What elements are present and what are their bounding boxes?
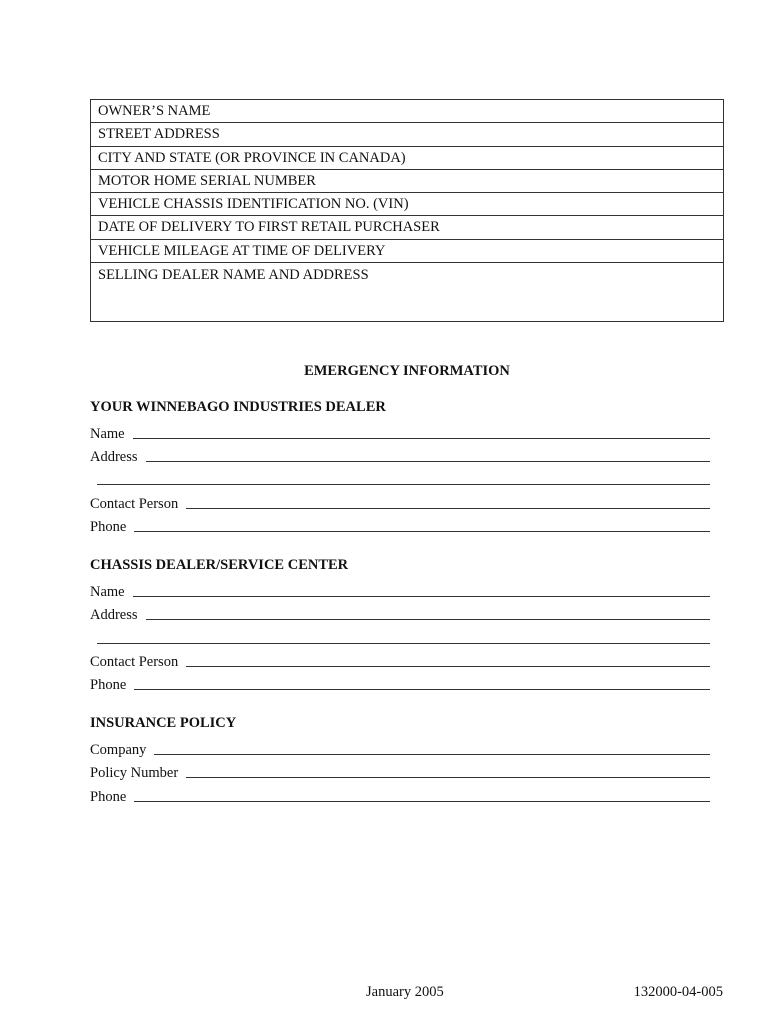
dealer-contact-label: Contact Person: [90, 496, 179, 512]
chassis-address-line-2[interactable]: [97, 643, 710, 644]
dealer-name-line[interactable]: [133, 438, 710, 439]
chassis-phone-field[interactable]: [90, 673, 710, 693]
dealer-phone-label: Phone: [90, 519, 127, 535]
street-address-row[interactable]: STREET ADDRESS: [91, 123, 723, 146]
insurance-company-line[interactable]: [154, 754, 710, 755]
insurance-phone-line[interactable]: [134, 801, 710, 802]
dealer-name-label: Name: [90, 426, 125, 442]
policy-number-line[interactable]: [186, 777, 710, 778]
chassis-address-continuation[interactable]: [97, 627, 710, 647]
serial-number-row[interactable]: MOTOR HOME SERIAL NUMBER: [91, 170, 723, 193]
insurance-phone-label: Phone: [90, 789, 127, 805]
chassis-contact-line[interactable]: [186, 666, 710, 667]
delivery-date-row[interactable]: DATE OF DELIVERY TO FIRST RETAIL PURCHASER: [91, 216, 723, 239]
insurance-company-field[interactable]: [90, 738, 710, 758]
owner-name-row[interactable]: OWNER’S NAME: [91, 100, 723, 123]
dealer-phone-line[interactable]: [134, 531, 710, 532]
insurance-company-label: Company: [90, 742, 147, 758]
chassis-contact-label: Contact Person: [90, 654, 179, 670]
emergency-info-heading: EMERGENCY INFORMATION: [304, 363, 510, 379]
chassis-phone-line[interactable]: [134, 689, 710, 690]
chassis-address-label: Address: [90, 607, 138, 623]
chassis-name-label: Name: [90, 584, 125, 600]
dealer-address-label: Address: [90, 449, 138, 465]
selling-dealer-row[interactable]: SELLING DEALER NAME AND ADDRESS: [98, 267, 369, 284]
footer-date: January 2005: [366, 984, 444, 1000]
chassis-name-field[interactable]: [90, 580, 710, 600]
dealer-address-line-2[interactable]: [97, 484, 710, 485]
insurance-section-heading: INSURANCE POLICY: [90, 715, 237, 731]
dealer-phone-field[interactable]: [90, 515, 710, 535]
chassis-address-field[interactable]: [90, 603, 710, 623]
dealer-name-field[interactable]: [90, 422, 710, 442]
dealer-address-line[interactable]: [146, 461, 710, 462]
chassis-contact-field[interactable]: [90, 650, 710, 670]
city-state-row[interactable]: CITY AND STATE (OR PROVINCE IN CANADA): [91, 147, 723, 170]
dealer-contact-field[interactable]: [90, 492, 710, 512]
dealer-contact-line[interactable]: [186, 508, 710, 509]
dealer-section-heading: YOUR WINNEBAGO INDUSTRIES DEALER: [90, 399, 386, 415]
vin-row[interactable]: VEHICLE CHASSIS IDENTIFICATION NO. (VIN): [91, 193, 723, 216]
mileage-row[interactable]: VEHICLE MILEAGE AT TIME OF DELIVERY: [91, 240, 723, 263]
dealer-address-field[interactable]: [90, 445, 710, 465]
policy-number-label: Policy Number: [90, 765, 179, 781]
footer-document-code: 132000-04-005: [633, 984, 723, 1000]
policy-number-field[interactable]: [90, 761, 710, 781]
owner-info-table: [90, 99, 724, 322]
chassis-phone-label: Phone: [90, 677, 127, 693]
insurance-phone-field[interactable]: [90, 785, 710, 805]
chassis-section-heading: CHASSIS DEALER/SERVICE CENTER: [90, 557, 349, 573]
chassis-name-line[interactable]: [133, 596, 710, 597]
chassis-address-line[interactable]: [146, 619, 710, 620]
dealer-address-continuation[interactable]: [97, 468, 710, 488]
